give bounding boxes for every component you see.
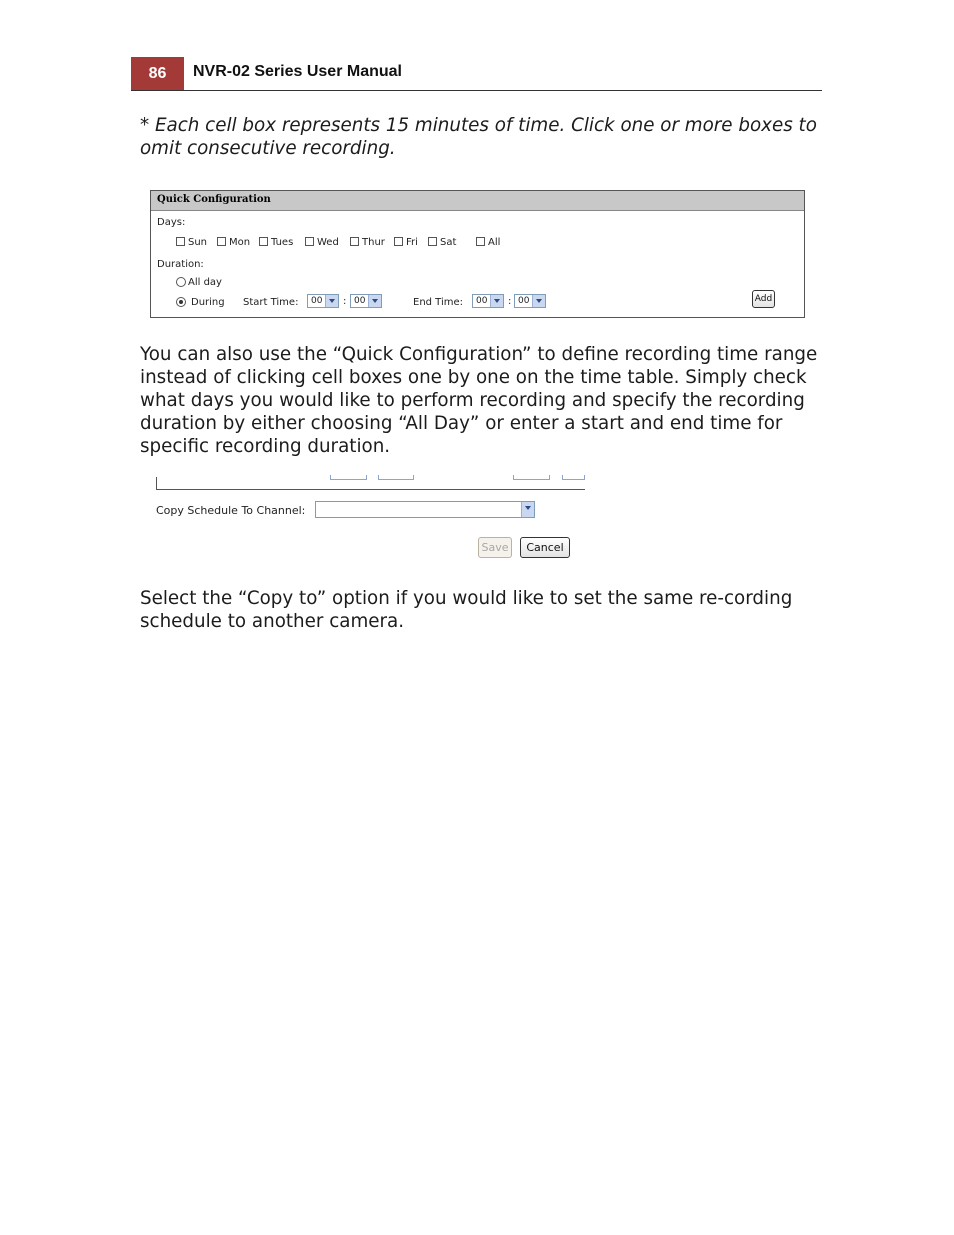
quick-configuration-title: Quick Configuration [157, 194, 271, 205]
end-minute-value: 00 [518, 296, 530, 306]
all-day-radio[interactable] [176, 277, 186, 287]
cropped-panel-bottom-border [156, 489, 585, 490]
day-label-sun: Sun [188, 237, 208, 248]
start-hour-value: 00 [311, 296, 323, 306]
duration-label: Duration: [157, 259, 204, 270]
manual-title: NVR-02 Series User Manual [193, 63, 402, 80]
day-checkbox-fri[interactable] [394, 237, 403, 246]
cropped-panel-edge [156, 477, 157, 489]
day-label-fri: Fri [406, 237, 418, 248]
chevron-down-icon [325, 295, 338, 307]
start-minute-select[interactable] [350, 294, 382, 308]
end-time-label: End Time: [413, 297, 464, 308]
day-label-mon: Mon [229, 237, 251, 248]
day-label-tues: Tues [271, 237, 294, 248]
days-label: Days: [157, 217, 186, 228]
end-minute-select[interactable] [514, 294, 546, 308]
end-hour-value: 00 [476, 296, 488, 306]
chevron-down-icon [368, 295, 381, 307]
day-checkbox-thur[interactable] [350, 237, 359, 246]
day-label-wed: Wed [317, 237, 339, 248]
page-number: 86 [148, 65, 167, 82]
start-time-label: Start Time: [243, 297, 299, 308]
header-rule [131, 90, 822, 91]
cropped-select [513, 475, 550, 480]
cell-box-note: * Each cell box represents 15 minutes of time. Click one or more boxes to omit consecutive recording. [140, 115, 817, 159]
day-checkbox-sat[interactable] [428, 237, 437, 246]
chevron-down-icon [490, 295, 503, 307]
day-label-thur: Thur [362, 237, 385, 248]
cropped-select [562, 475, 585, 480]
day-checkbox-tues[interactable] [259, 237, 268, 246]
start-hour-select[interactable] [307, 294, 339, 308]
all-day-label: All day [188, 277, 222, 288]
save-button[interactable]: Save [478, 537, 512, 558]
start-minute-value: 00 [354, 296, 366, 306]
copy-schedule-label: Copy Schedule To Channel: [156, 504, 306, 517]
during-label: During [191, 297, 225, 308]
cancel-button[interactable]: Cancel [520, 537, 570, 558]
copy-to-description: Select the “Copy to” option if you would like to set the same re-cording schedule to another camera. [140, 588, 793, 632]
copy-schedule-channel-select[interactable] [315, 501, 535, 518]
day-checkbox-mon[interactable] [217, 237, 226, 246]
during-radio[interactable] [176, 297, 186, 307]
day-label-sat: Sat [440, 237, 457, 248]
chevron-down-icon [521, 502, 534, 517]
chevron-down-icon [532, 295, 545, 307]
end-hour-select[interactable] [472, 294, 504, 308]
day-label-all: All [488, 237, 501, 248]
start-time-separator: : [343, 296, 347, 307]
cropped-select [330, 475, 367, 480]
quick-config-description: You can also use the “Quick Configuration” to define recording time range instead of clicking cell boxes one by one on the time table. Simply check what days you would like to perform recording and specify the recording duration by either choosing “All Day” or enter a start and end time for specific recording duration. [140, 344, 818, 457]
end-time-separator: : [508, 296, 512, 307]
add-button[interactable]: Add [752, 290, 775, 308]
cropped-select [378, 475, 414, 480]
day-checkbox-wed[interactable] [305, 237, 314, 246]
day-checkbox-all[interactable] [476, 237, 485, 246]
day-checkbox-sun[interactable] [176, 237, 185, 246]
